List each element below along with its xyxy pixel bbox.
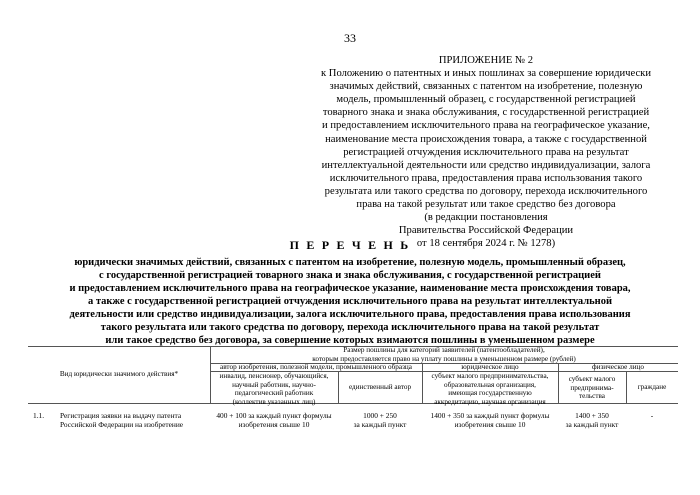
table-header-bottom-rule <box>28 403 678 404</box>
subheader-small-business: субъект малого предпринима- тельства <box>568 375 616 401</box>
appendix-line: от 18 сентября 2024 г. № 1278) <box>416 238 556 250</box>
group-header-legal: юридическое лицо <box>461 363 519 371</box>
appendix-line: Правительства Российской Федерации <box>398 225 574 237</box>
appendix-line: к Положению о патентных и иных пошлинах за совершение юридически <box>321 68 651 80</box>
appendix-line: наименование места происхождения товара, а также с государственной <box>325 133 647 145</box>
appendix-line: (в редакции постановления <box>424 212 548 224</box>
appendix-line: модель, промышленный образец, с государственной регистрацией <box>336 94 636 106</box>
appendix-line: интеллектуальной деятельности или средство индивидуализации, залога <box>321 159 651 171</box>
subtitle-line: такого результата или такого средства по договору, перехода исключительного права на такой результат <box>100 322 600 333</box>
subheader-sme: субъект малого предпринимательства, образовательная организация, имеющая государственную аккредитацию, научная организация <box>431 372 549 406</box>
row-fee-citizens: - <box>650 411 654 420</box>
row-fee-sme: 1400 + 350 за каждый пункт формулы изобретения свыше 10 <box>430 411 550 429</box>
subtitle-line: с государственной регистрацией товарного знака и знака обслуживания, с государственной регистрацией <box>99 270 601 281</box>
document-subtitle <box>0 256 700 347</box>
page-number: 33 <box>344 31 356 45</box>
appendix-line: товарного знака и знака обслуживания, с государственной регистрацией <box>322 107 650 119</box>
appendix-line: значимых действий, связанных с патентом на изобретение, полезную <box>329 81 643 93</box>
subtitle-line: деятельности или средство индивидуализации, залога исключительного права, предоставления права использования <box>69 309 631 320</box>
row-fee-invalid: 400 + 100 за каждый пункт формулы изобретения свыше 10 <box>216 411 332 429</box>
subtitle-line: а также с государственной регистрацией отчуждения исключительного права на результат интеллектуальной <box>87 296 613 307</box>
appendix-block <box>296 54 676 250</box>
group-header-authors: автор изобретения, полезной модели, промышленного образца <box>220 363 412 371</box>
appendix-line: регистрацией отчуждения исключительного права на результат <box>343 146 629 158</box>
appendix-line: исключительного права, предоставления права использования такого <box>329 172 643 184</box>
group-header-individual: физическое лицо <box>591 363 645 371</box>
subheader-invalid: инвалид, пенсионер, обучающийся, научный работник, научно- педагогический работник (коллектив указанных лиц) <box>219 372 329 406</box>
subheader-citizens: граждане <box>637 383 667 391</box>
appendix-heading: ПРИЛОЖЕНИЕ № 2 <box>438 55 534 66</box>
subtitle-line: и предоставлением исключительного права на географическое указание, наименование места происхождения товара, <box>69 283 631 294</box>
subtitle-line: юридически значимых действий, связанных с патентом на изобретение, полезную модель, промышленный образец, <box>74 257 626 268</box>
appendix-line: и предоставлением исключительного права на географическое указание, <box>322 120 650 132</box>
column-header-fee: Размер пошлины для категорий заявителей (патентообладателей), которым предоставляется право на уплату пошлины в уменьшенном размере (рублей) <box>312 346 576 363</box>
subheader-sole-author: единственный автор <box>348 383 412 391</box>
appendix-line: права на такой результат или такое средство без договора <box>356 199 616 211</box>
row-fee-small-business: 1400 + 350 за каждый пункт <box>565 411 619 429</box>
document-title: П Е Р Е Ч Е Н Ь <box>289 238 411 252</box>
appendix-line: результата или такого средства по договору, перехода исключительного <box>324 185 648 197</box>
subtitle-line: или такое средство без договора, за совершение которых взимаются пошлины в уменьшенном размере <box>105 335 595 346</box>
row-number: 1.1. <box>33 411 45 420</box>
row-fee-sole: 1000 + 250 за каждый пункт <box>353 411 407 429</box>
column-header-action: Вид юридически значимого действия* <box>59 370 179 378</box>
row-action: Регистрация заявки на выдачу патента Российской Федерации на изобретение <box>60 411 184 429</box>
